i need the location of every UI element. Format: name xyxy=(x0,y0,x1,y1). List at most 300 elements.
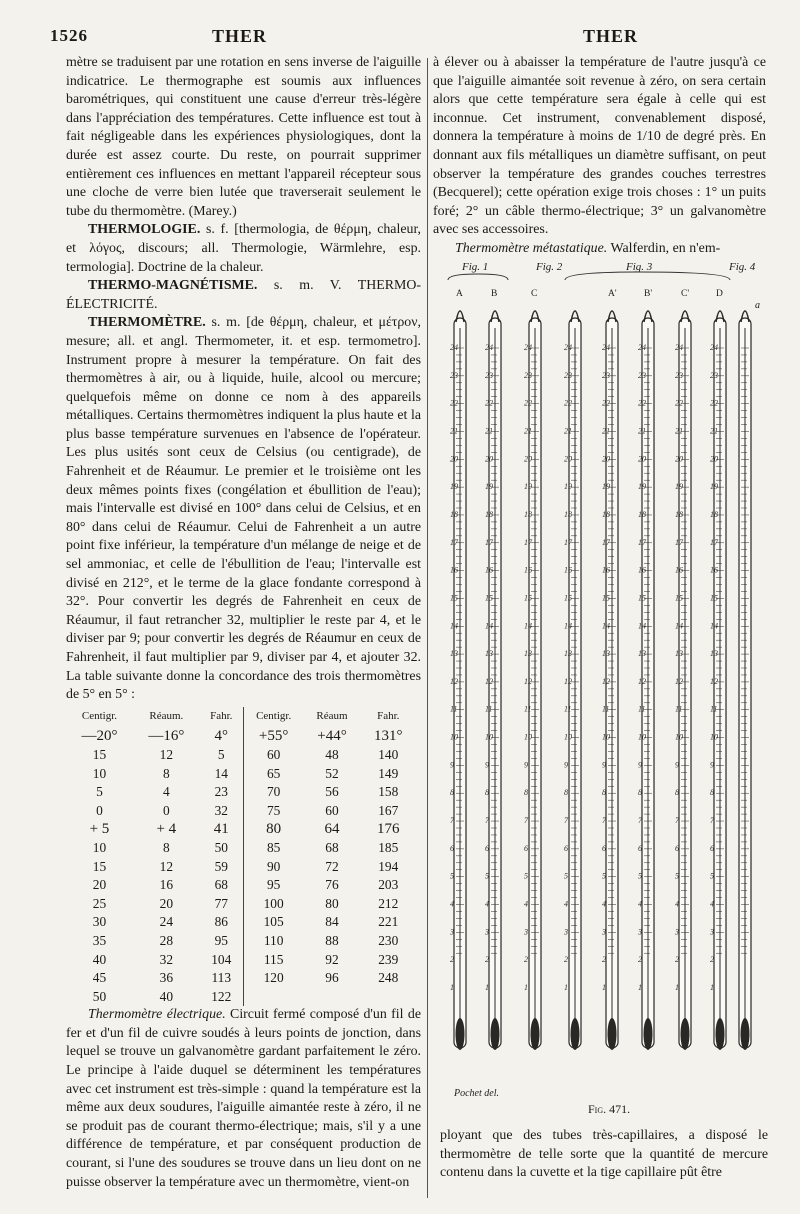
entry-head: THERMOLOGIE. xyxy=(88,222,201,238)
scale-number: 17 xyxy=(602,537,610,547)
table-cell: 40 xyxy=(159,988,174,1004)
engraver-signature: Pochet del. xyxy=(454,1088,499,1098)
scale-number: 6 xyxy=(602,843,606,853)
scale-number: 13 xyxy=(675,649,683,659)
scale-number: 3 xyxy=(485,927,489,937)
col-header: Réaum xyxy=(316,709,348,722)
table-cell: 0 xyxy=(96,802,103,818)
figure-label: Fig. 2 xyxy=(536,261,563,273)
table-cell: 20 xyxy=(92,877,107,893)
table-row xyxy=(66,765,416,784)
scale-number: 14 xyxy=(710,621,718,631)
table-row xyxy=(66,802,416,821)
table-cell: 185 xyxy=(378,839,399,855)
table-cell: 75 xyxy=(266,802,281,818)
entry-head: THERMOMÈTRE. xyxy=(88,315,206,331)
thermometer-bulb xyxy=(491,1018,500,1050)
entry-thermometre xyxy=(66,314,421,704)
scale-number: 17 xyxy=(638,537,646,547)
scale-number: 24 xyxy=(602,343,610,352)
table-cell: 59 xyxy=(200,858,243,877)
scale-number: 11 xyxy=(602,704,610,714)
scale-number: 14 xyxy=(675,621,683,631)
scale-number: 18 xyxy=(638,509,646,519)
col-header: Fahr. xyxy=(377,709,400,722)
scale-number: 14 xyxy=(602,621,610,631)
scale-number: 15 xyxy=(485,593,493,603)
scale-number: 24 xyxy=(485,343,493,352)
scale-number: 23 xyxy=(602,370,610,380)
scale-number: 7 xyxy=(675,816,679,826)
scale-number: 14 xyxy=(524,621,532,631)
scale-number: 24 xyxy=(524,343,532,352)
scale-number: 21 xyxy=(602,426,610,436)
table-cell: 60 xyxy=(325,802,339,818)
scale-number: 12 xyxy=(602,676,610,686)
scale-number: 14 xyxy=(485,621,493,631)
scale-number: 24 xyxy=(450,343,458,352)
scale-number: 1 xyxy=(602,983,606,992)
scale-number: 9 xyxy=(485,760,489,770)
thermometer-figure xyxy=(440,258,770,1098)
scale-number: 5 xyxy=(450,871,454,881)
table-cell: 15 xyxy=(92,858,107,874)
scale-number: 10 xyxy=(564,732,572,742)
table-row xyxy=(66,951,416,970)
tube-letter: C' xyxy=(681,289,690,299)
table-cell: 23 xyxy=(200,783,243,802)
figure-caption: Fig. 471. xyxy=(588,1102,631,1116)
scale-number: 22 xyxy=(450,398,458,408)
scale-number: 16 xyxy=(450,565,458,575)
scale-number: 19 xyxy=(602,482,610,492)
scale-number: 22 xyxy=(485,398,493,408)
table-cell: 41 xyxy=(200,820,243,839)
paragraph-electric-thermometer xyxy=(66,1006,421,1192)
scale-number: 3 xyxy=(710,927,714,937)
scale-number: 13 xyxy=(485,649,493,659)
scale-number: 1 xyxy=(675,983,679,992)
scale-number: 4 xyxy=(638,899,642,909)
scale-number: 13 xyxy=(524,649,532,659)
table-cell: —16° xyxy=(148,728,185,745)
scale-number: 14 xyxy=(450,621,458,631)
scale-number: 5 xyxy=(710,871,714,881)
scale-number: 11 xyxy=(710,704,718,714)
table-cell xyxy=(360,988,416,1007)
scale-number: 18 xyxy=(675,509,683,519)
scale-number: 18 xyxy=(450,509,458,519)
scale-number: 10 xyxy=(675,732,683,742)
scale-number: 8 xyxy=(450,788,454,798)
scale-number: 19 xyxy=(675,482,683,492)
table-cell: 80 xyxy=(266,821,282,838)
table-row xyxy=(66,932,416,951)
table-cell: 95 xyxy=(266,877,281,893)
scale-number: 6 xyxy=(638,843,642,853)
scale-number: 12 xyxy=(675,676,683,686)
scale-number: 11 xyxy=(564,704,572,714)
scale-number: 20 xyxy=(602,454,610,464)
scale-number: 21 xyxy=(638,426,646,436)
paragraph-title: Thermomètre métastatique. xyxy=(455,240,608,256)
scale-number: 21 xyxy=(485,426,493,436)
table-cell: 12 xyxy=(159,746,174,762)
table-cell: + 4 xyxy=(156,821,177,838)
scale-number: 5 xyxy=(675,871,679,881)
paragraph-metastatic xyxy=(433,240,766,259)
scale-number: 13 xyxy=(638,649,646,659)
scale-number: 17 xyxy=(675,537,683,547)
scale-number: 12 xyxy=(485,676,493,686)
scale-number: 1 xyxy=(710,983,714,992)
scale-number: 2 xyxy=(710,955,714,965)
scale-number: 1 xyxy=(485,983,489,992)
scale-number: 11 xyxy=(675,704,683,714)
table-cell: 45 xyxy=(92,970,107,986)
table-cell: 35 xyxy=(92,932,107,948)
scale-number: 4 xyxy=(602,899,606,909)
table-cell: 203 xyxy=(378,877,399,893)
col-header: Centigr. xyxy=(256,709,292,722)
figure-label: Fig. 4 xyxy=(729,261,756,273)
scale-number: 2 xyxy=(638,955,642,965)
table-cell: 88 xyxy=(325,932,339,948)
scale-number: 23 xyxy=(638,370,646,380)
paragraph-galvanometer: à élever ou à abaisser la température de l'autre jusqu'à ce que l'aiguille aimantée soit revenue à zéro, on sera certain alors que cette température sera égale à celle qui est inconnue. Cet instrument, convenablement disposé, donnera la température à moins de 1/10 de degré près. En donnant aux fils métalliques un diamètre suffisant, on peut observer la température des grandes couches terrestres (Becquerel); cette opération exige trois choses : 1° un puits foré; 2° un câble thermo-électrique; 3° un galvanomètre avec ses accessoires. xyxy=(433,55,766,238)
scale-number: 10 xyxy=(638,732,646,742)
scale-number: 17 xyxy=(710,537,718,547)
table-cell: +55° xyxy=(258,728,289,745)
table-header-row xyxy=(66,707,416,728)
table-cell: 8 xyxy=(162,765,170,781)
table-cell: 90 xyxy=(266,858,281,874)
scale-number: 10 xyxy=(602,732,610,742)
table-cell: 65 xyxy=(266,765,281,781)
scale-number: 10 xyxy=(485,732,493,742)
scale-number: 3 xyxy=(450,927,454,937)
table-cell: 131° xyxy=(373,728,403,745)
scale-number: 21 xyxy=(524,426,532,436)
scale-number: 9 xyxy=(524,760,528,770)
left-column xyxy=(66,54,421,1192)
scale-number: 23 xyxy=(524,370,532,380)
paragraph-title: Thermomètre électrique. xyxy=(88,1007,226,1023)
tube-letter: B xyxy=(491,289,498,299)
table-cell: 52 xyxy=(325,765,339,781)
scale-number: 19 xyxy=(450,482,458,492)
table-cell: 60 xyxy=(266,746,281,762)
scale-number: 23 xyxy=(710,370,718,380)
top-letter: a xyxy=(755,300,760,311)
table-cell: 40 xyxy=(92,951,107,967)
table-cell: 14 xyxy=(200,765,243,784)
thermometer-bulb xyxy=(681,1018,690,1050)
thermometer-bulb xyxy=(608,1018,617,1050)
table-cell: 28 xyxy=(159,932,174,948)
figure-label: Fig. 1 xyxy=(462,261,489,273)
scale-number: 11 xyxy=(485,704,493,714)
running-head-right: THER xyxy=(583,26,639,46)
scale-number: 15 xyxy=(450,593,458,603)
scale-number: 11 xyxy=(524,704,532,714)
tube-letter: A' xyxy=(608,289,617,299)
col-header: Centigr. xyxy=(81,709,118,722)
scale-number: 5 xyxy=(485,871,489,881)
scale-number: 7 xyxy=(638,816,642,826)
scale-number: 12 xyxy=(564,676,572,686)
table-cell: 239 xyxy=(378,951,399,967)
scale-number: 18 xyxy=(485,509,493,519)
scale-number: 17 xyxy=(524,537,532,547)
scale-number: 12 xyxy=(524,676,532,686)
table-row xyxy=(66,895,416,914)
table-cell: 110 xyxy=(263,932,284,948)
scale-number: 24 xyxy=(675,343,683,352)
scale-number: 3 xyxy=(524,927,528,937)
scale-number: 14 xyxy=(564,621,572,631)
scale-number: 8 xyxy=(564,788,568,798)
scale-number: 15 xyxy=(524,593,532,603)
scale-number: 21 xyxy=(710,426,718,436)
scale-number: 16 xyxy=(524,565,532,575)
scale-number: 2 xyxy=(602,955,606,965)
scale-number: 21 xyxy=(675,426,683,436)
scale-number: 12 xyxy=(638,676,646,686)
scale-number: 20 xyxy=(564,454,572,464)
scale-number: 2 xyxy=(675,955,679,965)
scale-number: 5 xyxy=(564,871,568,881)
scale-number: 9 xyxy=(710,760,714,770)
table-cell: 15 xyxy=(92,746,107,762)
scale-number: 23 xyxy=(450,370,458,380)
scale-number: 6 xyxy=(524,843,528,853)
scale-number: 2 xyxy=(524,955,528,965)
scale-number: 19 xyxy=(524,482,532,492)
table-cell: 30 xyxy=(92,914,107,930)
scale-number: 20 xyxy=(710,454,718,464)
scale-number: 6 xyxy=(450,843,454,853)
scale-number: 2 xyxy=(485,955,489,965)
table-row xyxy=(66,913,416,932)
scale-number: 8 xyxy=(675,788,679,798)
scale-number: 15 xyxy=(602,593,610,603)
scale-number: 5 xyxy=(638,871,642,881)
table-cell: 80 xyxy=(325,895,339,911)
scale-number: 22 xyxy=(564,398,572,408)
scale-number: 4 xyxy=(485,899,489,909)
table-cell: 212 xyxy=(378,895,399,911)
scale-number: 21 xyxy=(564,426,572,436)
entry-thermologie xyxy=(66,221,421,277)
scale-number: 4 xyxy=(564,899,568,909)
scale-number: 13 xyxy=(450,649,458,659)
scale-number: 18 xyxy=(524,509,532,519)
scale-number: 8 xyxy=(524,788,528,798)
scale-number: 18 xyxy=(564,509,572,519)
scale-number: 4 xyxy=(675,899,679,909)
tube-letter: C xyxy=(531,289,538,299)
table-cell: 176 xyxy=(376,821,400,838)
table-cell: —20° xyxy=(81,728,118,745)
table-cell: 10 xyxy=(92,839,107,855)
scale-number: 6 xyxy=(710,843,714,853)
scale-number: 10 xyxy=(710,732,718,742)
table-row xyxy=(66,839,416,858)
conversion-table xyxy=(66,707,416,1007)
scale-number: 20 xyxy=(524,454,532,464)
scale-number: 16 xyxy=(485,565,493,575)
table-cell: 32 xyxy=(200,802,243,821)
table-cell: 105 xyxy=(263,914,284,930)
scale-number: 13 xyxy=(710,649,718,659)
table-cell: 194 xyxy=(378,858,399,874)
scale-number: 7 xyxy=(485,816,489,826)
table-cell xyxy=(304,988,361,1007)
table-row xyxy=(66,820,416,839)
table-cell: 8 xyxy=(162,839,170,855)
table-row xyxy=(66,727,416,746)
scale-number: 20 xyxy=(485,454,493,464)
paragraph-thermograph: mètre se traduisent par une rotation en sens inverse de l'aiguille indicatrice. Le thermographe est soumis aux influences barométriques, qui constituent une cause d'erreur très-légère dans l'appréciation des températures. Cette influence est tout à fait négligeable dans les expériences physiologiques, dont la durée est assez courte. Du reste, on pourrait supprimer entièrement ces influences en mettant l'appareil récepteur sous une cloche de verre bien lutée que traverserait seulement le tube du thermomètre. (Marey.) xyxy=(66,55,421,219)
table-cell: 85 xyxy=(266,839,281,855)
table-cell: 120 xyxy=(263,970,284,986)
table-cell: 12 xyxy=(159,858,174,874)
table-row xyxy=(66,969,416,988)
table-cell: 64 xyxy=(324,821,340,838)
scale-number: 9 xyxy=(602,760,606,770)
scale-number: 15 xyxy=(564,593,572,603)
entry-body: s. m. V. THERMO-ÉLECTRICITÉ. xyxy=(66,278,421,312)
scale-number: 19 xyxy=(638,482,646,492)
entry-body: s. m. [de θέρμη, chaleur, et μέτρον, mesure; all. et angl. Thermometer, it. et esp. termometro]. Instrument propre à mesurer la température. On fait des thermomètres à air, ou à liquide, huile, alcool ou mercure; quelquefois même on donne ce nom à des appareils métalliques. Certains thermomètres indiquent la plus haute et la plus basse température survenues en l'absence de l'opérateur. Les plus usités sont ceux de Celsius (ou centigrade), de Fahrenheit et de Réaumur. Le premier et le troisième ont les deux mêmes points fixes (congélation et ébullition de l'eau); mais l'intervalle est divisé en 100° dans celui de Celsius, et en 80° dans celui de Réaumur. Celui de Fahrenheit a un autre point fixe inférieur, la température d'un mélange de neige et de sel ammoniac, et celle de l'ébullition de l'eau; l'intervalle est divisé en 212°, et le terme de la glace fondante correspond à 32°. Pour convertir les degrés de Fahrenheit en ceux de Réaumur, il faut retrancher 32, multiplier le reste par 4, et le diviser par 9; pour convertir les degrés de Réaumur en ceux de Fahrenheit, il faut multiplier par 9, diviser par 4, et ajouter 32. La table suivante donne la concordance des trois thermomètres de 5° en 5° : xyxy=(66,315,421,703)
scale-number: 18 xyxy=(602,509,610,519)
right-column xyxy=(433,54,766,259)
scale-number: 1 xyxy=(638,983,642,992)
table-row xyxy=(66,783,416,802)
running-head-left: THER xyxy=(212,26,268,46)
scale-number: 9 xyxy=(675,760,679,770)
scale-number: 4 xyxy=(450,899,454,909)
scale-number: 19 xyxy=(564,482,572,492)
scale-number: 9 xyxy=(638,760,642,770)
scale-number: 16 xyxy=(710,565,718,575)
scale-number: 7 xyxy=(710,816,714,826)
scale-number: 10 xyxy=(524,732,532,742)
table-cell: 5 xyxy=(200,746,243,765)
table-row xyxy=(66,988,416,1007)
table-cell: 95 xyxy=(200,932,243,951)
scale-number: 17 xyxy=(564,537,572,547)
scale-number: 4 xyxy=(524,899,528,909)
table-cell: 140 xyxy=(378,746,399,762)
scale-number: 3 xyxy=(675,927,679,937)
col-header: Réaum. xyxy=(149,709,184,722)
thermometer-bulb xyxy=(571,1018,580,1050)
table-cell: +44° xyxy=(317,728,347,745)
scale-number: 22 xyxy=(524,398,532,408)
table-cell: 70 xyxy=(266,784,281,800)
brace-line xyxy=(565,272,730,280)
table-cell: 92 xyxy=(325,951,339,967)
table-cell: 20 xyxy=(159,895,174,911)
scale-number: 12 xyxy=(450,676,458,686)
thermometer-bulb xyxy=(456,1018,465,1050)
scale-number: 22 xyxy=(710,398,718,408)
entry-body: s. f. [thermologia, de θέρμη, chaleur, et λόγος, discours; all. Thermologie, Wärmlehre, esp. termologia]. Doctrine de la chaleur. xyxy=(66,222,421,275)
table-cell: 5 xyxy=(96,784,103,800)
scale-number: 15 xyxy=(710,593,718,603)
table-cell: 24 xyxy=(159,914,174,930)
scale-number: 8 xyxy=(638,788,642,798)
scale-number: 22 xyxy=(675,398,683,408)
table-cell: 113 xyxy=(200,969,243,988)
scale-number: 2 xyxy=(450,955,454,965)
scale-number: 15 xyxy=(638,593,646,603)
table-row xyxy=(66,746,416,765)
thermometer-bulb xyxy=(716,1018,725,1050)
thermometer-bulb xyxy=(531,1018,540,1050)
scale-number: 3 xyxy=(638,927,642,937)
col-header: Fahr. xyxy=(200,707,243,728)
table-cell: 86 xyxy=(200,913,243,932)
scale-number: 3 xyxy=(602,927,606,937)
thermometer-bulb xyxy=(741,1018,750,1050)
scale-number: 7 xyxy=(564,816,568,826)
scale-number: 6 xyxy=(564,843,568,853)
table-cell: 149 xyxy=(378,765,399,781)
table-cell: 76 xyxy=(325,877,339,893)
table-cell: 10 xyxy=(92,765,107,781)
table-cell: 84 xyxy=(325,914,339,930)
scale-number: 23 xyxy=(564,370,572,380)
scale-number: 6 xyxy=(675,843,679,853)
scale-number: 19 xyxy=(485,482,493,492)
scale-number: 22 xyxy=(638,398,646,408)
scale-number: 16 xyxy=(638,565,646,575)
scale-number: 18 xyxy=(710,509,718,519)
page-number: 1526 xyxy=(50,26,88,45)
table-cell: 167 xyxy=(378,802,399,818)
scale-number: 15 xyxy=(675,593,683,603)
scale-number: 1 xyxy=(524,983,528,992)
paragraph-bottom-right: ployant que des tubes très-capillaires, a disposé le thermomètre de telle sorte que la quantité de mercure contenu dans la cuvette et la tige capillaire pût être xyxy=(440,1128,768,1181)
scale-number: 8 xyxy=(710,788,714,798)
table-cell: 96 xyxy=(325,970,339,986)
scale-number: 8 xyxy=(602,788,606,798)
table-cell: 68 xyxy=(325,839,339,855)
scale-number: 1 xyxy=(564,983,568,992)
table-cell: 4° xyxy=(200,727,243,746)
scale-number: 16 xyxy=(675,565,683,575)
scale-number: 7 xyxy=(524,816,528,826)
table-cell: 158 xyxy=(378,784,399,800)
scale-number: 11 xyxy=(450,704,458,714)
tube-letter: B' xyxy=(644,289,653,299)
scale-number: 10 xyxy=(450,732,458,742)
table-cell: 56 xyxy=(325,784,339,800)
figure-label: Fig. 3 xyxy=(626,261,653,273)
table-cell: 50 xyxy=(92,988,107,1004)
scale-number: 24 xyxy=(564,343,572,352)
column-divider xyxy=(427,58,428,1198)
table-cell: 122 xyxy=(200,988,243,1007)
scale-number: 19 xyxy=(710,482,718,492)
table-cell: + 5 xyxy=(89,821,110,838)
table-cell: 100 xyxy=(263,895,284,911)
scale-number: 20 xyxy=(450,454,458,464)
scale-number: 23 xyxy=(675,370,683,380)
